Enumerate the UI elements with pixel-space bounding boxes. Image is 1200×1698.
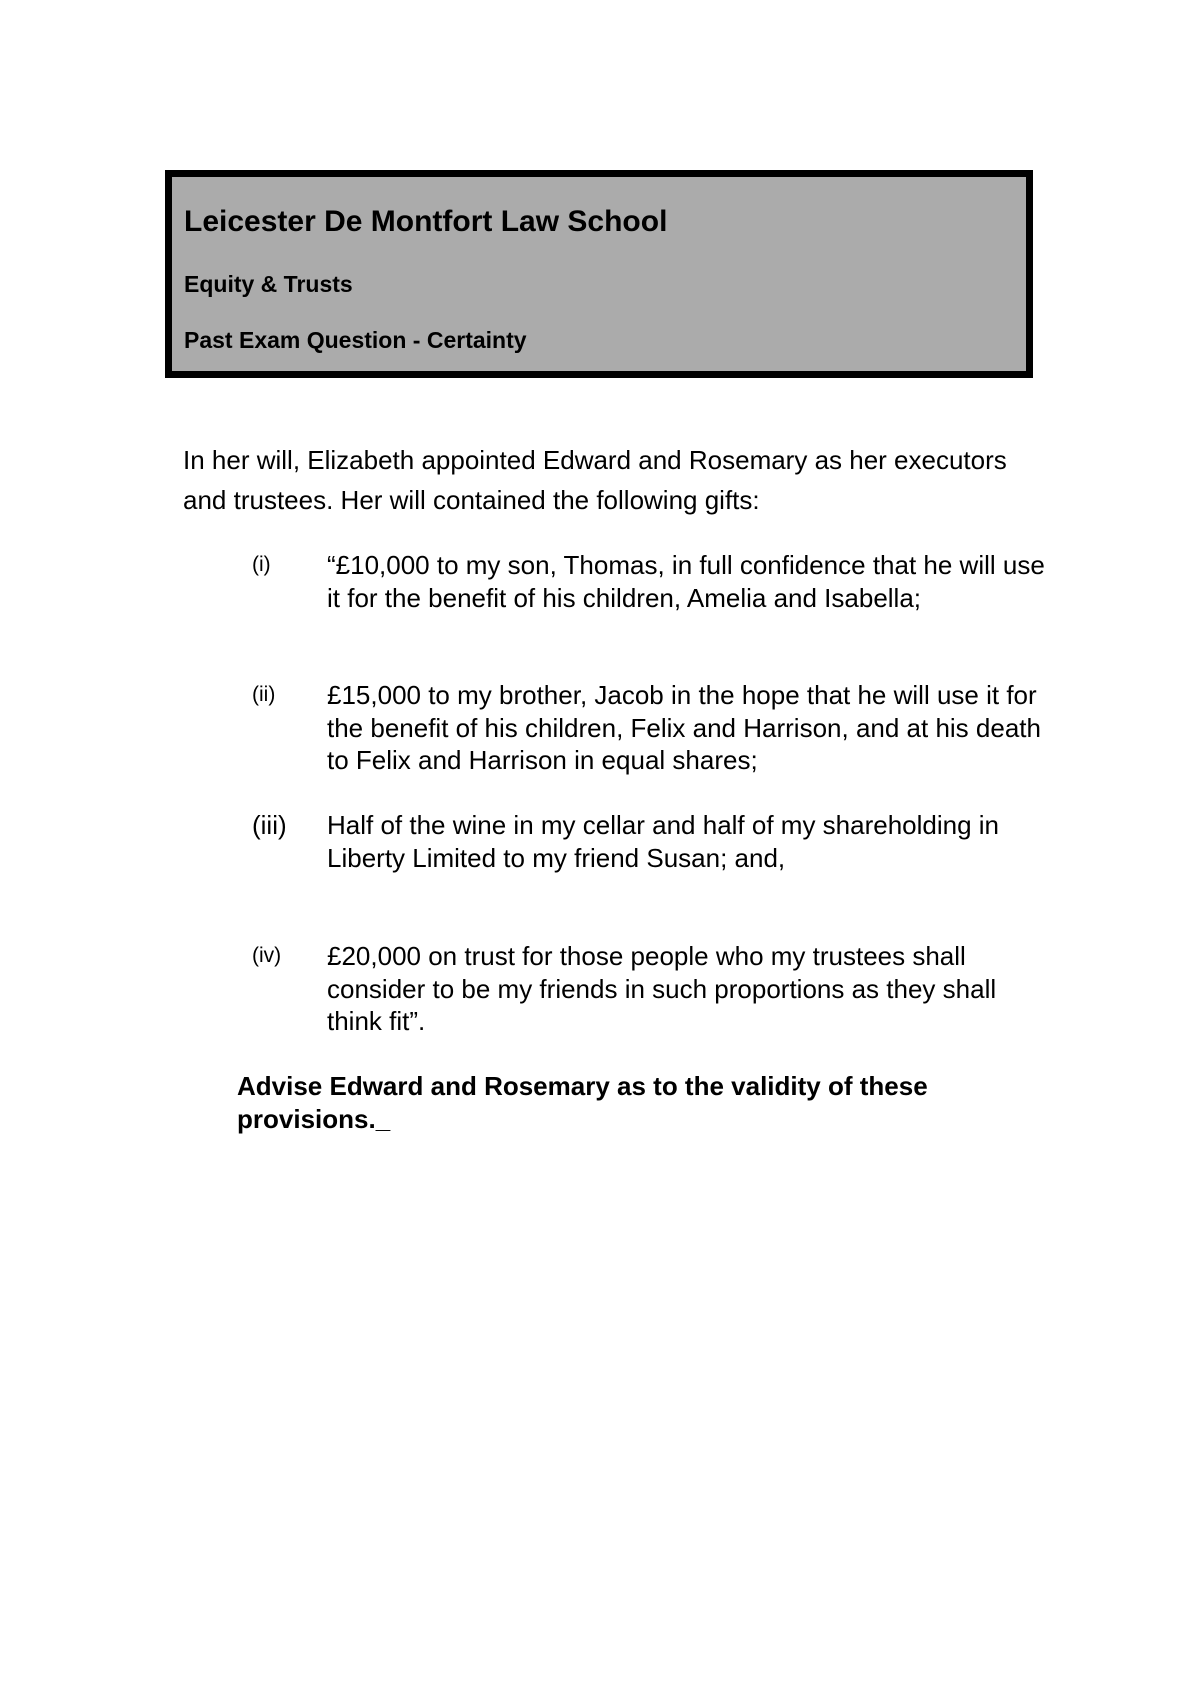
question-topic: Past Exam Question - Certainty <box>184 327 527 353</box>
gift-number: (iii) <box>252 810 287 840</box>
subject-title: Equity & Trusts <box>184 271 353 297</box>
gift-number: (ii) <box>252 683 276 706</box>
gift-text: “£10,000 to my son, Thomas, in full confidence that he will use it for the benefit of his children, Amelia and Isabella; <box>327 550 1045 613</box>
gift-text: £20,000 on trust for those people who my trustees shall consider to be my friends in such proportions as they shall think fit”. <box>327 941 997 1036</box>
gift-number: (iv) <box>252 944 282 967</box>
gift-text: £15,000 to my brother, Jacob in the hope that he will use it for the benefit of his children, Felix and Harrison, and at his death to Felix and Harrison in equal shares; <box>327 680 1041 775</box>
gift-text: Half of the wine in my cellar and half of my shareholding in Liberty Limited to my friend Susan; and, <box>327 810 1000 873</box>
exam-instruction: Advise Edward and Rosemary as to the validity of these provisions._ <box>237 1071 928 1134</box>
school-title: Leicester De Montfort Law School <box>184 205 668 238</box>
header-box <box>165 170 1033 378</box>
gift-number: (i) <box>252 553 271 576</box>
intro-paragraph: In her will, Elizabeth appointed Edward and Rosemary as her executors and trustees. Her will contained the following gifts: <box>183 445 1007 515</box>
